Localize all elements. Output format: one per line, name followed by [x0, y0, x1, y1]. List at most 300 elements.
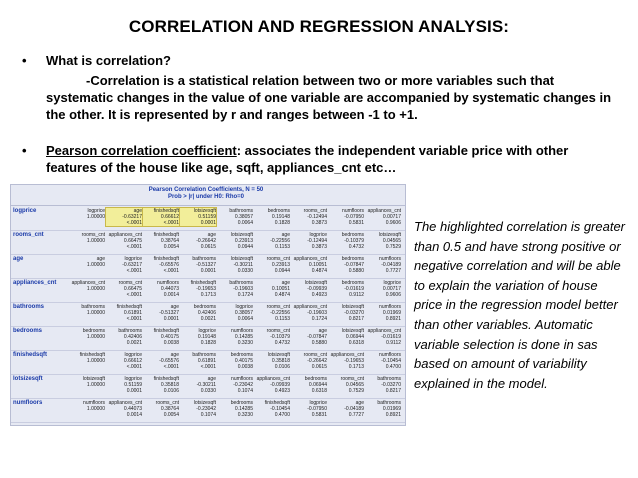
sas-cell — [328, 232, 364, 250]
sas-cell-r: 0.40175 — [160, 334, 179, 340]
sas-cell — [180, 232, 216, 250]
sas-cell — [291, 376, 327, 394]
sas-cell-r: 1.00000 — [86, 214, 105, 220]
sas-cell-p — [69, 268, 105, 274]
sas-cell-var: finishedsqft — [153, 256, 179, 262]
sas-cell-p: 0.0054 — [163, 244, 179, 250]
sas-cell-var: rooms_cnt — [155, 400, 179, 406]
sas-cell-p: 0.0615 — [311, 364, 327, 370]
sas-cell-r: -0.22556 — [270, 310, 290, 316]
sas-cell-p: <.0001 — [126, 220, 142, 226]
sas-cell-r: -0.12494 — [307, 214, 327, 220]
sas-cell-r: 0.51159 — [124, 382, 142, 388]
sas-cell-p: 0.5880 — [311, 340, 327, 346]
sas-row-finishedsqft — [11, 351, 405, 375]
sas-cell-p: 0.0021 — [126, 340, 142, 346]
sas-row-numfloors — [11, 399, 405, 423]
sas-cell-p: 0.8217 — [348, 316, 364, 322]
sas-cell — [143, 400, 179, 418]
sas-cell — [328, 400, 364, 418]
sas-cell-var: numfloors — [231, 376, 253, 382]
sas-cell — [106, 352, 142, 370]
sas-cell — [254, 208, 290, 226]
sas-cell-r: 0.23913 — [234, 238, 253, 244]
sas-cell-var: lotsizesqft — [267, 352, 290, 358]
sas-cell-r: -0.26642 — [196, 238, 216, 244]
sas-cell-var: appliances_cnt — [71, 280, 105, 286]
sas-cell — [291, 256, 327, 274]
sas-cell-r: -0.30211 — [196, 382, 216, 388]
sas-cell — [365, 232, 401, 250]
sas-cell-r: 0.00717 — [382, 214, 401, 220]
sas-cell — [328, 280, 364, 298]
sas-cell-r: 0.40175 — [234, 358, 253, 364]
sas-cell-r: 0.23913 — [271, 262, 290, 268]
sas-cell — [106, 400, 142, 418]
sas-cell — [143, 304, 179, 322]
sas-cell — [69, 400, 105, 418]
sas-cell-r: 1.00000 — [86, 310, 105, 316]
sas-cell-p: 0.7529 — [385, 244, 401, 250]
bullet-marker: • — [22, 53, 27, 68]
sas-cell-var: appliances_cnt — [293, 256, 327, 262]
sas-row-age — [11, 255, 405, 279]
sas-cell — [69, 232, 105, 250]
sas-row-bedrooms — [11, 327, 405, 351]
slide-title: CORRELATION AND REGRESSION ANALYSIS: — [128, 17, 510, 36]
sas-cell-var: numfloors — [379, 304, 401, 310]
sas-cell-r: -0.19603 — [307, 310, 327, 316]
sas-cell-p: 0.0064 — [237, 316, 253, 322]
sas-cell-p: 0.5831 — [311, 412, 327, 418]
sas-cell-r: 0.51159 — [198, 214, 216, 220]
sas-cell — [365, 328, 401, 346]
sas-cell-p: 0.8921 — [385, 316, 401, 322]
sas-cell-r: 0.66612 — [160, 214, 179, 220]
sas-cell-var: age — [170, 304, 179, 310]
sas-cell-var: finishedsqft — [153, 376, 179, 382]
sas-cell-r: 0.66475 — [123, 238, 142, 244]
sas-cell-r: 1.00000 — [86, 382, 105, 388]
sas-cell — [69, 352, 105, 370]
sas-cell — [106, 304, 142, 322]
sas-cell-p: 0.9606 — [385, 292, 401, 298]
sas-cell-var: age — [133, 208, 142, 214]
sas-cell-var: rooms_cnt — [266, 304, 290, 310]
sas-cell-p: 0.1713 — [200, 292, 216, 298]
sas-cell — [143, 232, 179, 250]
sas-cell-p: <.0001 — [126, 364, 142, 370]
sas-cell-r: 0.44073 — [160, 286, 179, 292]
sas-cell — [180, 280, 216, 298]
sas-cell-p: 0.6318 — [311, 388, 327, 394]
sas-row-appliances-cnt — [11, 279, 405, 303]
sas-cell — [254, 232, 290, 250]
sas-cell-r: 0.01969 — [382, 406, 401, 412]
sas-cell-r: -0.51327 — [196, 262, 216, 268]
side-explanation: The highlighted correlation is greater than 0.5 and have strong positive or negative correlation and will be able to explain the variation of house price in the regression model better than other variables. Automatic variable selection is done in sas based on amount of variability explained in the model. — [414, 219, 626, 391]
sas-cell-p: 0.7727 — [385, 268, 401, 274]
sas-cell-r: -0.22556 — [270, 238, 290, 244]
sas-cell-p: 0.4923 — [311, 292, 327, 298]
sas-cell — [69, 376, 105, 394]
pearson-text — [46, 142, 622, 176]
sas-cell-p: 0.4874 — [274, 292, 290, 298]
sas-cell — [365, 376, 401, 394]
sas-cell-var: rooms_cnt — [303, 352, 327, 358]
sas-cell-p — [69, 364, 105, 370]
sas-cell-var: numfloors — [379, 256, 401, 262]
sas-cell-p: 0.7529 — [348, 388, 364, 394]
sas-cell-var: bedrooms — [341, 232, 364, 238]
sas-cell-var: finishedsqft — [116, 304, 142, 310]
sas-cell — [217, 280, 253, 298]
sas-cell-r: 0.10051 — [271, 286, 290, 292]
sas-cell-var: age — [170, 352, 179, 358]
sas-cell-r: 0.61891 — [197, 358, 216, 364]
sas-cell-var: numfloors — [342, 208, 364, 214]
sas-cell-r: 0.44073 — [123, 406, 142, 412]
sas-cell-var: finishedsqft — [153, 328, 179, 334]
sas-cell-var: age — [96, 256, 105, 262]
sas-cell-p: 0.1828 — [200, 340, 216, 346]
sas-cell-var: logprice — [309, 400, 327, 406]
sas-cell — [143, 352, 179, 370]
sas-cell-r: 0.19148 — [271, 214, 290, 220]
sas-cell-r: -0.01619 — [381, 334, 401, 340]
sas-cell-r: 1.00000 — [86, 334, 105, 340]
sas-cell-r: 0.10051 — [308, 262, 327, 268]
sas-cell-p: 0.4923 — [274, 388, 290, 394]
sas-cell — [180, 376, 216, 394]
sas-cell-var: bedrooms — [304, 376, 327, 382]
sas-cell-p: 0.0001 — [163, 316, 179, 322]
sas-cell-var: bedrooms — [267, 208, 290, 214]
sas-cell — [217, 328, 253, 346]
bullet-what-is-correlation — [22, 52, 622, 72]
sas-cell-r: -0.09939 — [307, 286, 327, 292]
sas-cell-r: 0.38764 — [160, 238, 179, 244]
sas-cell-p: 0.4732 — [274, 340, 290, 346]
sas-cell-r: 0.14285 — [234, 406, 253, 412]
sas-cell-var: bathrooms — [229, 280, 253, 286]
sas-cell — [291, 208, 327, 226]
sas-cell-p: 0.4732 — [348, 244, 364, 250]
sas-cell — [365, 304, 401, 322]
sas-cell-r: 0.06944 — [308, 382, 327, 388]
sas-cell-p: 0.0014 — [163, 292, 179, 298]
sas-row-label: logprice — [13, 208, 37, 214]
sas-cell-p: <.0001 — [126, 292, 142, 298]
sas-cell-p: 0.1713 — [348, 364, 364, 370]
sas-cell-r: -0.19603 — [233, 286, 253, 292]
sas-cell-r: -0.23042 — [233, 382, 253, 388]
sas-cell-p: 0.4874 — [311, 268, 327, 274]
sas-cell-r: -0.12494 — [307, 238, 327, 244]
sas-cell-r: -0.19653 — [196, 286, 216, 292]
sas-cell — [106, 328, 142, 346]
sas-cell-r: 1.00000 — [86, 238, 105, 244]
sas-cell-r: 1.00000 — [86, 286, 105, 292]
sas-cell-r: -0.51327 — [159, 310, 179, 316]
sas-cell-p: 0.9112 — [349, 292, 364, 298]
sas-cell-p: 0.9112 — [386, 340, 401, 346]
sas-row-bathrooms — [11, 303, 405, 327]
sas-cell-var: logprice — [124, 352, 142, 358]
sas-cell-var: age — [281, 280, 290, 286]
sas-cell — [365, 400, 401, 418]
sas-cell — [69, 304, 105, 322]
sas-cell — [143, 328, 179, 346]
sas-cell — [217, 376, 253, 394]
sas-cell-r: -0.04189 — [381, 262, 401, 268]
sas-cell — [254, 328, 290, 346]
sas-title-line1: Pearson Correlation Coefficients, N = 50 — [148, 187, 264, 193]
sas-cell-var: numfloors — [379, 352, 401, 358]
sas-cell — [254, 256, 290, 274]
sas-cell-var: bathrooms — [118, 328, 142, 334]
pearson-rest-text: : associates the independent variable price with other features of the house like age, sqft, appliances_cnt etc… — [46, 143, 569, 175]
sas-cell-var: logprice — [235, 304, 253, 310]
sas-cell-var: lotsizesqft — [230, 232, 253, 238]
sas-cell — [217, 232, 253, 250]
sas-cell-r: 0.06944 — [345, 334, 364, 340]
sas-cell — [291, 328, 327, 346]
sas-cell-var: age — [318, 328, 327, 334]
sas-cell-var: bedrooms — [341, 280, 364, 286]
bullet-pearson — [22, 142, 622, 178]
sas-cell — [180, 400, 216, 418]
sas-cell-var: numfloors — [157, 280, 179, 286]
sas-cell-r: -0.04189 — [344, 406, 364, 412]
sas-cell-p: 0.8217 — [385, 388, 401, 394]
sas-cell-p: 0.4700 — [274, 412, 290, 418]
sas-cell — [106, 208, 142, 226]
sas-cell-p: 0.1074 — [237, 388, 253, 394]
sas-cell-var: rooms_cnt — [81, 232, 105, 238]
sas-cell-var: bedrooms — [193, 304, 216, 310]
sas-cell — [328, 256, 364, 274]
sas-cell-var: bedrooms — [230, 352, 253, 358]
sas-cell-r: -0.10454 — [381, 358, 401, 364]
sas-cell — [143, 208, 179, 226]
sas-cell-var: bathrooms — [377, 400, 401, 406]
sas-cell-r: -0.09939 — [270, 382, 290, 388]
sas-cell-var: appliances_cnt — [256, 376, 290, 382]
sas-header-divider — [11, 205, 405, 206]
sas-cell-p: 0.1153 — [275, 244, 290, 250]
sas-cell-r: -0.63217 — [122, 262, 142, 268]
sas-cell — [69, 208, 105, 226]
sas-cell-p: 0.0330 — [200, 388, 216, 394]
sas-cell-p: 0.3230 — [237, 412, 253, 418]
sas-cell-r: -0.26642 — [307, 358, 327, 364]
sas-row-label: rooms_cnt — [13, 232, 44, 238]
sas-cell-p — [69, 388, 105, 394]
sas-cell — [69, 280, 105, 298]
sas-cell-p: 0.0001 — [200, 268, 216, 274]
sas-cell — [328, 328, 364, 346]
sas-cell — [328, 376, 364, 394]
sas-cell-var: age — [207, 232, 216, 238]
sas-cell-r: 0.14285 — [234, 334, 253, 340]
sas-cell — [365, 352, 401, 370]
sas-cell-var: finishedsqft — [264, 400, 290, 406]
sas-cell-p: 0.0021 — [200, 316, 216, 322]
sas-cell-var: appliances_cnt — [293, 304, 327, 310]
sas-cell-var: age — [281, 232, 290, 238]
sas-cell — [328, 208, 364, 226]
sas-cell — [291, 232, 327, 250]
sas-cell-r: -0.07950 — [344, 214, 364, 220]
sas-cell-var: lotsizesqft — [230, 256, 253, 262]
sas-cell-p: <.0001 — [163, 220, 179, 226]
sas-cell-p: 0.0106 — [274, 364, 290, 370]
sas-cell-p — [69, 220, 105, 226]
sas-cell-r: 1.00000 — [86, 406, 105, 412]
sas-cell-r: -0.10379 — [270, 334, 290, 340]
sas-cell-p: 0.1153 — [275, 316, 290, 322]
correlation-definition — [22, 72, 622, 124]
sas-cell-var: age — [355, 400, 364, 406]
sas-row-label: bathrooms — [13, 304, 45, 310]
sas-cell-r: 0.04565 — [345, 382, 364, 388]
sas-cell-var: lotsizesqft — [193, 208, 216, 214]
sas-cell-r: -0.03270 — [344, 310, 364, 316]
sas-cell-r: -0.07847 — [344, 262, 364, 268]
sas-cell-r: 0.42406 — [123, 334, 142, 340]
sas-cell-r: 0.38057 — [234, 214, 253, 220]
sas-row-label: age — [13, 256, 24, 262]
sas-cell — [106, 280, 142, 298]
sas-cell-p: 0.1724 — [237, 292, 253, 298]
sas-cell-p: 0.1724 — [311, 316, 327, 322]
sas-cell-p: 0.3873 — [311, 244, 327, 250]
sas-cell-p: 0.0038 — [237, 364, 253, 370]
sas-cell-r: -0.01619 — [344, 286, 364, 292]
sas-cell — [217, 304, 253, 322]
sas-cell-var: numfloors — [231, 328, 253, 334]
sas-cell-r: -0.30211 — [233, 262, 253, 268]
sas-row-rooms-cnt — [11, 231, 405, 255]
sas-cell-r: -0.07847 — [307, 334, 327, 340]
sas-cell — [217, 400, 253, 418]
sas-cell — [254, 400, 290, 418]
sas-row-label: numfloors — [13, 400, 43, 406]
sas-cell-r: -0.23042 — [196, 406, 216, 412]
sas-cell-var: appliances_cnt — [108, 232, 142, 238]
sas-cell-p: <.0001 — [126, 268, 142, 274]
sas-cell-p: <.0001 — [126, 244, 142, 250]
sas-cell-p — [69, 412, 105, 418]
sas-cell-r: 0.01969 — [382, 310, 401, 316]
sas-row-label: appliances_cnt — [13, 280, 57, 286]
sas-cell-r: 0.35818 — [271, 358, 290, 364]
sas-cell — [291, 304, 327, 322]
sas-cell-r: -0.63217 — [122, 214, 142, 220]
sas-cell-r: -0.65576 — [159, 262, 179, 268]
sas-row-label: finishedsqft — [13, 352, 47, 358]
sas-cell-r: 0.00717 — [382, 286, 401, 292]
bullet-heading: What is correlation? — [46, 53, 171, 68]
sas-cell-p: 0.5880 — [348, 268, 364, 274]
sas-cell — [180, 304, 216, 322]
sas-cell — [69, 256, 105, 274]
sas-cell — [180, 352, 216, 370]
pearson-link-text: Pearson correlation coefficient — [46, 143, 237, 158]
sas-cell-var: logprice — [87, 208, 105, 214]
sas-cell — [69, 328, 105, 346]
sas-cell-var: finishedsqft — [79, 352, 105, 358]
sas-cell-var: bathrooms — [229, 208, 253, 214]
sas-cell-var: bathrooms — [81, 304, 105, 310]
sas-cell-var: lotsizesqft — [82, 376, 105, 382]
sas-row-label: lotsizesqft — [13, 376, 43, 382]
sas-cell-r: -0.03270 — [381, 382, 401, 388]
sas-cell-p: 0.1074 — [200, 412, 216, 418]
sas-cell-p: 0.0064 — [237, 220, 253, 226]
sas-cell-p: 0.0106 — [163, 388, 179, 394]
sas-cell — [180, 208, 216, 226]
sas-cell-r: 0.42406 — [197, 310, 216, 316]
sas-cell — [217, 256, 253, 274]
sas-cell — [254, 352, 290, 370]
sas-cell-var: lotsizesqft — [193, 400, 216, 406]
sas-cell — [291, 352, 327, 370]
sas-cell — [217, 352, 253, 370]
sas-cell — [291, 400, 327, 418]
sas-cell-p — [69, 244, 105, 250]
sas-cell — [143, 256, 179, 274]
sas-cell-var: lotsizesqft — [341, 328, 364, 334]
sas-cell — [328, 304, 364, 322]
sas-cell-var: lotsizesqft — [304, 280, 327, 286]
sas-cell — [328, 352, 364, 370]
bullet-marker: • — [22, 143, 27, 158]
sas-cell-p: <.0001 — [126, 316, 142, 322]
sas-cell-r: -0.10379 — [344, 238, 364, 244]
sas-cell-p — [69, 316, 105, 322]
sas-cell-p: 0.0054 — [163, 412, 179, 418]
sas-cell-r: -0.19653 — [344, 358, 364, 364]
sas-cell-var: appliances_cnt — [330, 352, 364, 358]
sas-cell-var: lotsizesqft — [341, 304, 364, 310]
sas-cell-var: finishedsqft — [153, 208, 179, 214]
sas-cell-p — [69, 292, 105, 298]
sas-cell-var: logprice — [124, 256, 142, 262]
sas-cell-var: logprice — [383, 280, 401, 286]
sas-cell-p: 0.6318 — [348, 340, 364, 346]
sas-cell-var: rooms_cnt — [340, 376, 364, 382]
sas-cell-var: lotsizesqft — [378, 232, 401, 238]
sas-cell — [180, 256, 216, 274]
sas-cell-r: 0.66475 — [123, 286, 142, 292]
sas-cell — [143, 376, 179, 394]
sas-cell-var: finishedsqft — [153, 232, 179, 238]
sas-cell-r: -0.07950 — [307, 406, 327, 412]
sas-cell — [180, 328, 216, 346]
sas-cell-var: age — [207, 376, 216, 382]
sas-cell-r: 0.19148 — [197, 334, 216, 340]
sas-cell-p — [69, 340, 105, 346]
sas-title-line2: Prob > |r| under H0: Rho=0 — [167, 194, 245, 200]
sas-cell — [254, 304, 290, 322]
sas-cell-r: 0.04565 — [382, 238, 401, 244]
sas-cell-p: 0.1828 — [274, 220, 290, 226]
sas-cell-var: bedrooms — [230, 400, 253, 406]
sas-cell-p: 0.9606 — [385, 220, 401, 226]
sas-cell-p: 0.0001 — [200, 220, 216, 226]
